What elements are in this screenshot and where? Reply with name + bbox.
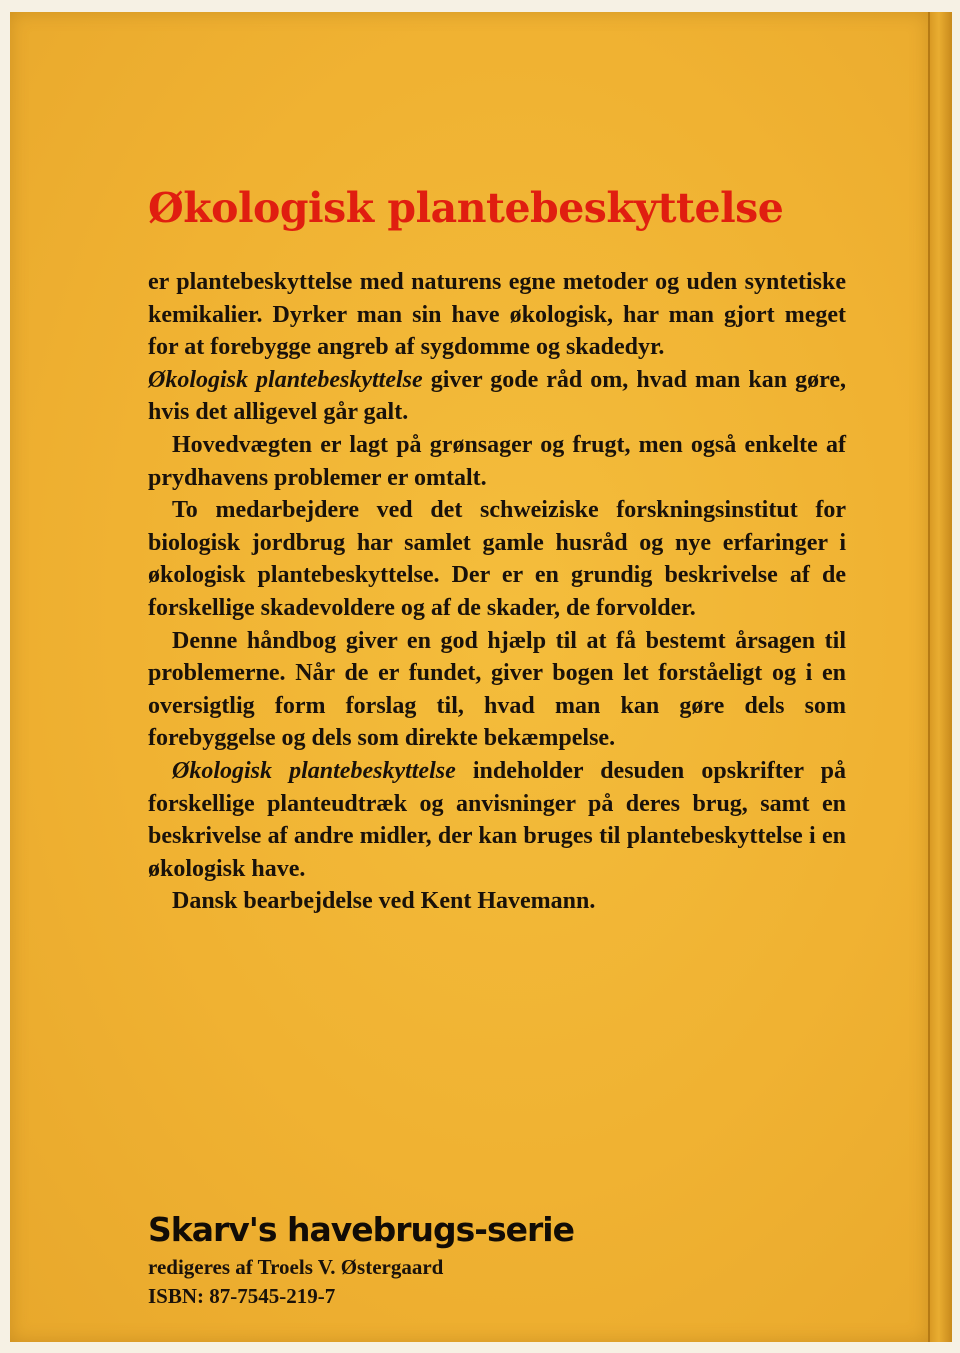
blurb-text: Dansk bearbejdelse ved Kent Havemann. (172, 888, 596, 915)
book-spine-edge (928, 12, 952, 1342)
blurb-text: indeholder desuden opskrifter på forskellige planteudtræk og anvisninger på deres brug, samt en beskrivelse af andre midler, der kan bruges til plantebeskyttelse i en økologisk have. (148, 757, 847, 882)
blurb-paragraph-advice (148, 364, 846, 429)
blurb-paragraph-credit (148, 885, 846, 918)
blurb-text: To medarbejdere ved det schweiziske forskningsinstitut for biologisk jordbrug har samlet gamle husråd og nye erfaringer i økologisk plantebeskyttelse. Der er en grundig beskrivelse af de forskellige skadevoldere og af de skader, de forvolder. (148, 497, 846, 621)
blurb-paragraph-authors (148, 494, 846, 624)
blurb-text: er plantebeskyttelse med naturens egne metoder og uden syntetiske kemikalier. Dyrker man sin have økologisk, har man gjort meget for at forebygge angreb af sygdomme og skadedyr. (148, 269, 846, 361)
blurb-italic: Økologisk plantebeskyttelse (148, 366, 423, 393)
blurb (148, 266, 846, 918)
blurb-text: Denne håndbog giver en god hjælp til at få bestemt årsagen til problemerne. Når de er fundet, giver bogen let forståeligt og i en oversigtlig form forslag til, hvad man kan gøre dels som forebyggelse og dels som direkte bekæmpelse. (148, 627, 846, 752)
blurb-text: Hovedvægten er lagt på grønsager og frugt, men også enkelte af prydhavens problemer er omtalt. (148, 431, 846, 491)
book-back-cover (10, 12, 928, 1342)
book-title: Økologisk plantebeskyttelse (148, 184, 784, 232)
blurb-paragraph-focus (148, 429, 846, 494)
blurb-italic: Økologisk plantebeskyttelse (172, 757, 456, 784)
blurb-paragraph-recipes (148, 755, 846, 885)
blurb-text: giver gode råd om, hvad man kan gøre, hvis det alligevel går galt. (148, 366, 846, 426)
series-editor: redigeres af Troels V. Østergaard (148, 1255, 444, 1279)
isbn: ISBN: 87-7545-219-7 (148, 1284, 336, 1308)
blurb-paragraph-intro (148, 266, 846, 364)
series-name: Skarv's havebrugs-serie (148, 1210, 574, 1249)
blurb-paragraph-handbook (148, 625, 846, 755)
